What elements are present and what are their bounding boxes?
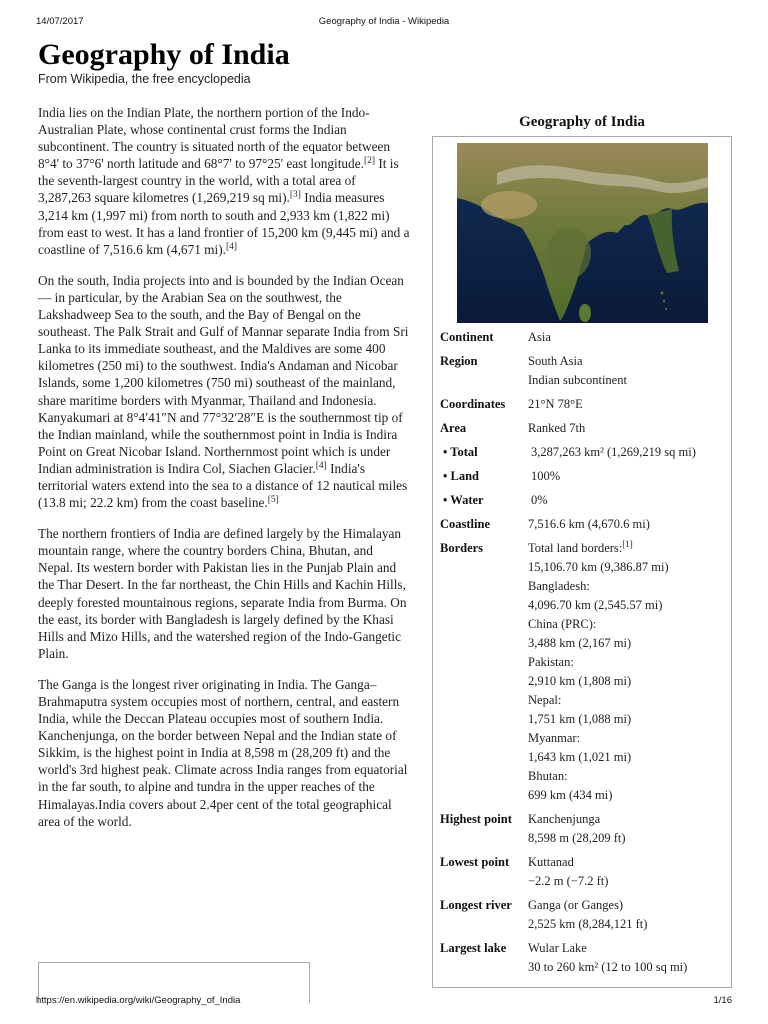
paragraph-text: India's territorial waters extend into the sea to a distance of 12 nautical miles (13.8 mi; 22.2 km) from the coast baseline. — [38, 460, 408, 511]
infobox-value-line: Indian subcontinent — [528, 373, 627, 387]
infobox-value-line: Nepal: — [528, 693, 562, 707]
infobox-value-line: −2.2 m (−7.2 ft) — [528, 874, 609, 888]
infobox-label: Coastline — [440, 517, 490, 531]
infobox-value-line: 2,525 km (8,284,121 ft) — [528, 917, 648, 931]
infobox — [432, 136, 732, 988]
infobox-value-line: 1,643 km (1,021 mi) — [528, 750, 632, 764]
print-url[interactable]: https://en.wikipedia.org/wiki/Geography_of_India — [36, 995, 241, 1006]
paragraph-text: The Ganga is the longest river originating in India. The Ganga–Brahmaputra system occupies most of northern, central, and eastern India, while the Deccan Plateau occupies most of southern India. Kanchenjunga, on the border between Nepal and the Indian state of Sikkim, is the highest point in India at 8,598 m (28,209 ft) and the world's 3rd highest peak. Climate across India ranges from equatorial in the far south, to alpine and tundra in the upper reaches of the Himalayas.India covers about 2.4per cent of the total geographical area of the world. — [38, 676, 408, 829]
infobox-value-line: South Asia — [528, 354, 583, 368]
infobox-value-line: 2,910 km (1,808 mi) — [528, 674, 632, 688]
infobox-value-line: Bhutan: — [528, 769, 568, 783]
page-subtitle: From Wikipedia, the free encyclopedia — [38, 72, 251, 86]
india-satellite-map[interactable] — [457, 143, 708, 323]
article-paragraph — [38, 272, 410, 511]
infobox-value-line: 8,598 m (28,209 ft) — [528, 831, 626, 845]
paragraph-text: The northern frontiers of India are defined largely by the Himalayan mountain range, where the country borders China, Bhutan, and Nepal. Its western border with Pakistan lies in the Punjab Plain and the Thar Desert. In the far northeast, the Chin Hills and Kachin Hills, deeply forested mountainous regions, separate India from Burma. On the east, its border with Bangladesh is largely defined by the Khasi Hills and Mizo Hills, and the watershed region of the Indo-Gangetic Plain. — [38, 526, 407, 661]
infobox-label: Borders — [440, 541, 484, 555]
infobox-value — [531, 491, 733, 510]
print-page-number: 1/16 — [713, 995, 732, 1006]
infobox-label: • Water — [443, 493, 484, 507]
infobox-value-line: 3,488 km (2,167 mi) — [528, 636, 632, 650]
infobox-label: Largest lake — [440, 941, 507, 955]
infobox-row — [433, 393, 733, 417]
infobox-value-line: Total land borders:[1] — [528, 539, 633, 555]
citation-link[interactable]: [4] — [315, 460, 327, 471]
infobox-value — [531, 443, 733, 462]
article-body — [38, 104, 410, 844]
infobox-row — [433, 537, 733, 808]
infobox-value-line: 699 km (434 mi) — [528, 788, 613, 802]
infobox-value — [531, 467, 733, 486]
infobox-row — [433, 417, 733, 441]
infobox-row — [433, 894, 733, 937]
infobox-label: Coordinates — [440, 397, 506, 411]
print-footer — [0, 995, 768, 1009]
infobox-value-line: 3,287,263 km² (1,269,219 sq mi) — [531, 445, 696, 459]
citation-link[interactable]: [5] — [267, 495, 279, 506]
article-paragraph — [38, 525, 410, 662]
page-title: Geography of India — [38, 38, 290, 71]
print-page-title: Geography of India - Wikipedia — [318, 16, 450, 27]
citation-link[interactable]: [3] — [289, 190, 301, 201]
infobox-value-line: 1,751 km (1,088 mi) — [528, 712, 632, 726]
infobox-row — [433, 937, 733, 980]
map-graphic — [457, 143, 708, 323]
infobox-row — [433, 489, 733, 513]
paragraph-text: India lies on the Indian Plate, the northern portion of the Indo-Australian Plate, whose continental crust forms the Indian subcontinent. The country is situated north of the equator between 8°4' to 37°6' north latitude and 68°7' to 97°25' east longitude. — [38, 105, 391, 172]
infobox-value — [528, 395, 733, 414]
infobox-value-line: Pakistan: — [528, 655, 574, 669]
citation-link[interactable]: [2] — [363, 156, 376, 167]
infobox-value — [528, 939, 733, 977]
infobox-value — [528, 515, 733, 534]
infobox-value-line: Ganga (or Ganges) — [528, 898, 624, 912]
infobox-value-line: 7,516.6 km (4,670.6 mi) — [528, 517, 650, 531]
infobox-value — [528, 810, 733, 848]
infobox-row — [433, 350, 733, 393]
infobox-label: Lowest point — [440, 855, 510, 869]
infobox-row — [433, 808, 733, 851]
infobox-value-line: Bangladesh: — [528, 579, 590, 593]
infobox-value-line: Ranked 7th — [528, 421, 586, 435]
infobox-row — [433, 513, 733, 537]
infobox-title: Geography of India — [519, 114, 645, 130]
infobox-value-line: 100% — [531, 469, 561, 483]
infobox-value-line: Kanchenjunga — [528, 812, 601, 826]
print-header — [0, 16, 768, 30]
infobox-label: Longest river — [440, 898, 512, 912]
infobox-row — [433, 441, 733, 465]
infobox-value-line: 30 to 260 km² (12 to 100 sq mi) — [528, 960, 688, 974]
paragraph-text: It is the seventh-largest country in the world, with a total area of 3,287,263 square kilometres (1,269,219 sq mi). — [38, 156, 399, 206]
infobox-value-line: Myanmar: — [528, 731, 581, 745]
infobox-label: Region — [440, 354, 478, 368]
infobox-value-line: Kuttanad — [528, 855, 574, 869]
infobox-value-line: 4,096.70 km (2,545.57 mi) — [528, 598, 663, 612]
infobox-value — [528, 328, 733, 347]
infobox-value — [528, 419, 733, 438]
infobox-rows — [433, 326, 733, 980]
infobox-value — [528, 539, 733, 805]
citation-link[interactable]: [4] — [225, 241, 238, 252]
infobox-row — [433, 851, 733, 894]
paragraph-text: On the south, India projects into and is bounded by the Indian Ocean — in particular, by the Arabian Sea on the southwest, the Lakshadweep Sea to the south, and the Bay of Bengal on the southeast. The Palk Strait and Gulf of Mannar separate India from Sri Lanka to its immediate southeast, and the Maldives are some 400 kilometres (250 mi) to the southwest. India's Andaman and Nicobar Islands, some 1,200 kilometres (750 mi) southeast of the mainland, share maritime borders with Myanmar, Thailand and Indonesia. Kanyakumari at 8°4′41″N and 77°32′28″E is the southernmost tip of the Indian mainland, while the southernmost point in India is Indira Point on Great Nicobar Island. Northernmost point which is under Indian administration is Indira Col, Siachen Glacier. — [38, 272, 409, 476]
infobox-value-line: Asia — [528, 330, 551, 344]
print-date: 14/07/2017 — [36, 16, 84, 27]
infobox-label: • Land — [443, 469, 479, 483]
article-paragraph — [38, 104, 410, 258]
infobox-label: Highest point — [440, 812, 512, 826]
infobox-value — [528, 352, 733, 390]
infobox-row — [433, 465, 733, 489]
infobox-value-line: 21°N 78°E — [528, 397, 583, 411]
citation-link[interactable]: [1] — [622, 539, 633, 549]
infobox-value-line: China (PRC): — [528, 617, 597, 631]
infobox-value-line: Wular Lake — [528, 941, 587, 955]
infobox-label: Continent — [440, 330, 494, 344]
infobox-value — [528, 853, 733, 891]
paragraph-text: India measures 3,214 km (1,997 mi) from north to south and 2,933 km (1,822 mi) from east to west. It has a land frontier of 15,200 km (9,445 mi) and a coastline of 7,516.6 km (4,671 mi). — [38, 190, 410, 257]
infobox-label: Area — [440, 421, 467, 435]
infobox-row — [433, 326, 733, 350]
article-paragraph — [38, 676, 410, 830]
infobox-label: • Total — [443, 445, 478, 459]
infobox-value-line: 0% — [531, 493, 548, 507]
infobox-value — [528, 896, 733, 934]
infobox-value-line: 15,106.70 km (9,386.87 mi) — [528, 560, 669, 574]
